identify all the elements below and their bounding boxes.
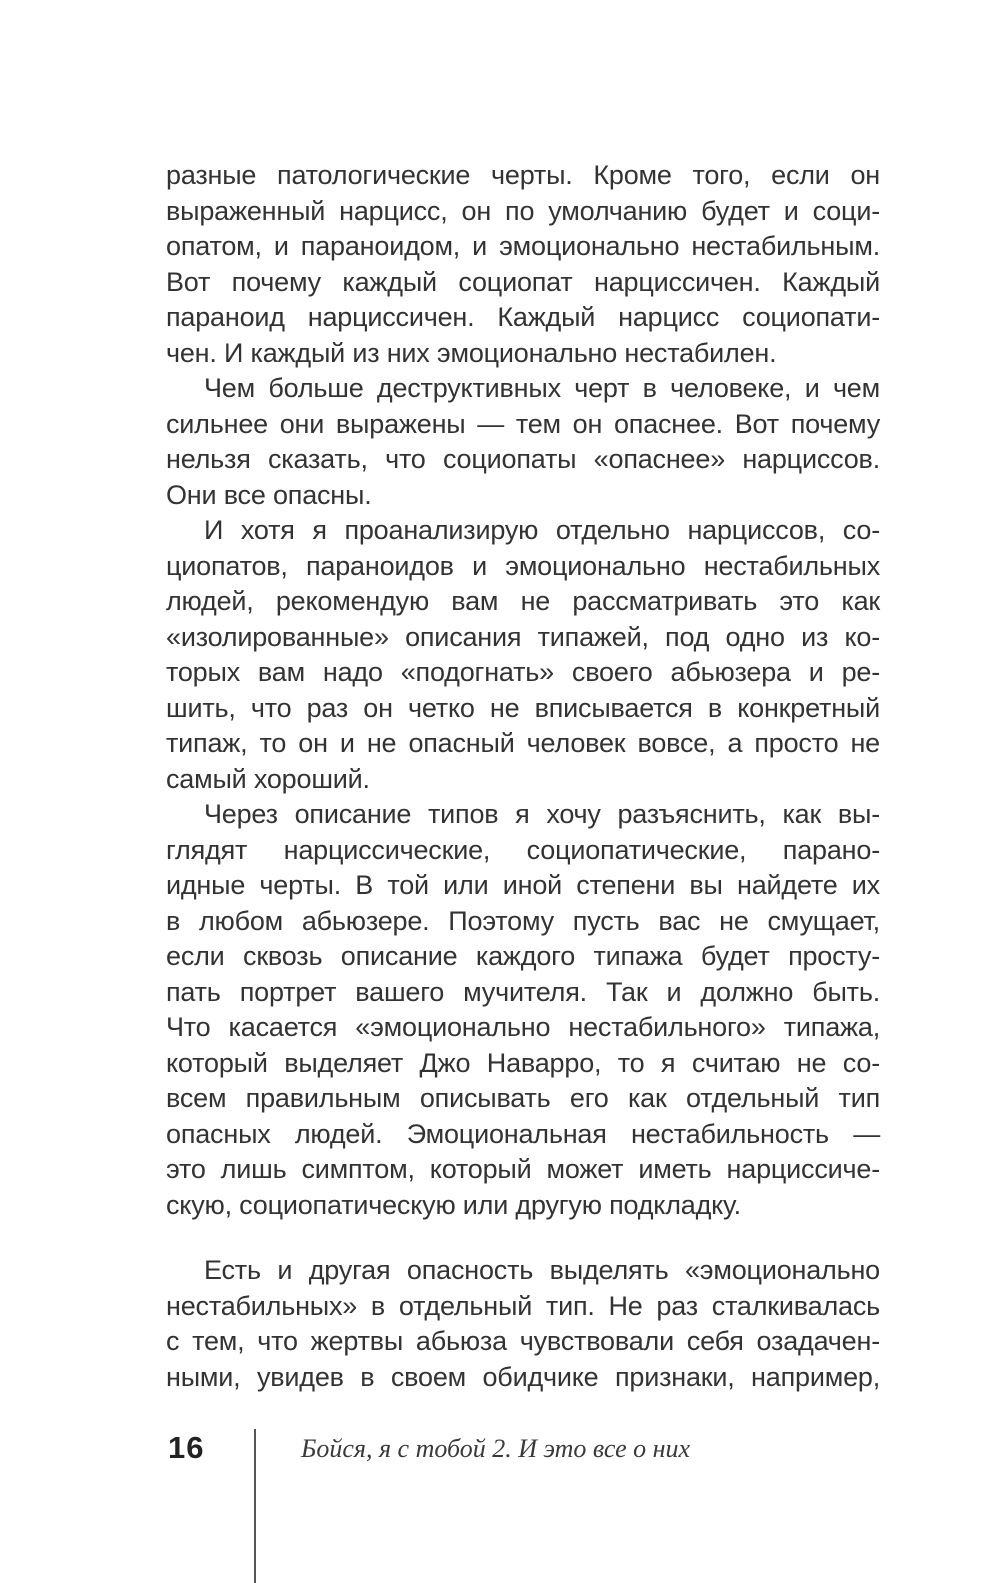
text-line: это лишь симптом, который может иметь нарциссиче- [166,1154,880,1184]
footer-divider-rule [254,1429,256,1583]
text-line: если сквозь описание каждого типажа будет просту- [166,941,880,971]
running-title: Бойся, я с тобой 2. И это все о них [301,1434,691,1463]
text-line: шить, что раз он четко не вписывается в конкретный [166,692,880,723]
text-line: пать портрет вашего мучителя. Так и должно быть. [166,976,880,1007]
text-line: ными, увидев в своем обидчике признаки, например, [166,1361,880,1392]
paragraph [166,513,880,797]
text-line: идные черты. В той или иной степени вы найдете их [166,870,880,900]
text-line: в любом абьюзере. Поэтому пусть вас не смущает, [166,905,880,936]
text-line: «изолированные» описания типажей, под одно из ко- [166,621,880,652]
text-line: скую, социопатическую или другую подкладку. [166,1189,741,1220]
text-line: который выделяет Джо Наварро, то я считаю не со- [166,1047,880,1078]
text-line: всем правильным описывать его как отдельный тип [166,1083,880,1113]
text-line: нельзя сказать, что социопаты «опаснее» нарциссов. [166,444,880,474]
text-line: торых вам надо «подогнать» своего абьюзера и ре- [166,657,880,687]
text-line: типаж, то он и не опасный человек вовсе, а просто не [166,728,880,758]
paragraph [166,797,880,1223]
text-line: опатом, и параноидом, и эмоционально нестабильным. [166,231,880,261]
text-line: параноид нарциссичен. Каждый нарцисс социопати- [166,302,880,332]
text-line: людей, рекомендую вам не рассматривать это как [166,586,880,616]
text-line: опасных людей. Эмоциональная нестабильность — [166,1118,880,1149]
text-line: с тем, что жертвы абьюза чувствовали себя озадачен- [166,1326,880,1356]
paragraph [166,1253,880,1395]
text-line: Чем больше деструктивных черт в человеке, и чем [204,373,880,403]
text-line: выраженный нарцисс, он по умолчанию будет и соци- [166,195,880,226]
text-line: Вот почему каждый социопат нарциссичен. Каждый [166,266,880,297]
text-line: самый хороший. [166,763,370,794]
text-line: разные патологические черты. Кроме того, если он [166,160,880,190]
text-line: Что касается «эмоционально нестабильного» типажа, [166,1012,880,1042]
text-line: циопатов, параноидов и эмоционально нестабильных [166,550,880,581]
paragraph [166,371,880,513]
text-line: И хотя я проанализирую отдельно нарциссов, со- [204,515,880,545]
text-line: нестабильных» в отдельный тип. Не раз сталкивалась [166,1290,880,1321]
text-line: чен. И каждый из них эмоционально нестабилен. [166,337,777,368]
text-block [166,158,880,1395]
text-line: Они все опасны. [166,479,372,510]
page-number: 16 [168,1430,205,1465]
text-line: сильнее они выражены — тем он опаснее. Вот почему [166,408,880,439]
text-line: Через описание типов я хочу разъяснить, как вы- [204,799,880,829]
text-line: Есть и другая опасность выделять «эмоционально [204,1255,880,1285]
paragraph [166,158,880,371]
text-line: глядят нарциссические, социопатические, парано- [166,834,880,865]
